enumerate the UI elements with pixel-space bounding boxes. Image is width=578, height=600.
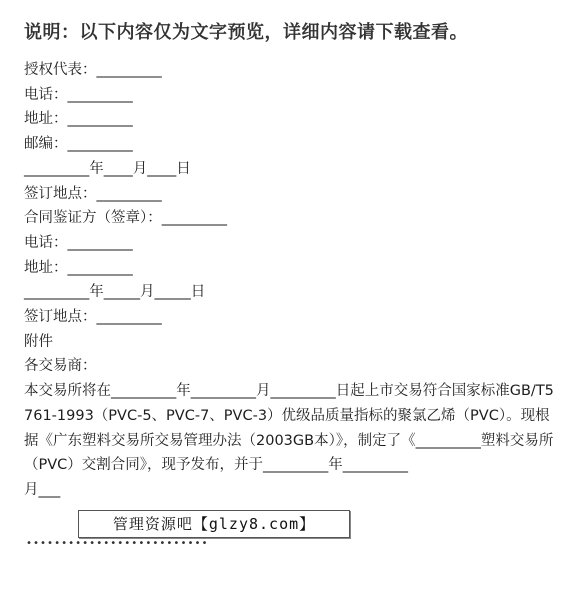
contract-verifier-line: 合同鉴证方（签章）：_________ xyxy=(24,210,227,227)
date-line: _________年____月____日 xyxy=(24,160,191,177)
site-watermark: 管理资源吧【glzy8.com】 xyxy=(78,510,350,538)
signing-place-line: 签订地点：_________ xyxy=(24,185,162,202)
preview-notice: 说明：以下内容仅为文字预览，详细内容请下载查看。 xyxy=(24,22,468,43)
attachment-heading: 附件 xyxy=(24,333,53,350)
verifier-address-line: 地址：_________ xyxy=(24,259,133,276)
announcement-paragraph: 本交易所将在_________年_________月_________日起上市交易符合国家标准GB/T5761-1993（PVC-5、PVC-7、PVC-3）优级品质量指标的聚氯乙烯（PVC）。现根据《广东塑料交易所交易管理办法（2003GB本）》，制定了《_________塑料交易所（PVC）交割合同》，现予发布，并于_________年_________ xyxy=(24,383,554,474)
document-body xyxy=(24,58,554,503)
salutation-line: 各交易商： xyxy=(24,358,97,375)
verifier-phone-line: 电话：_________ xyxy=(24,234,133,251)
address-line: 地址：_________ xyxy=(24,111,133,128)
verifier-date-line: _________年_____月_____日 xyxy=(24,284,206,301)
truncated-last-line: 月___ xyxy=(24,481,61,498)
truncation-dots: •••••••••••••••••••••••••• xyxy=(26,538,209,549)
postcode-line: 邮编：_________ xyxy=(24,136,133,153)
verifier-signing-place-line: 签订地点：_________ xyxy=(24,309,162,326)
authorized-representative-line: 授权代表：_________ xyxy=(24,62,162,78)
phone-line: 电话：_________ xyxy=(24,86,133,103)
